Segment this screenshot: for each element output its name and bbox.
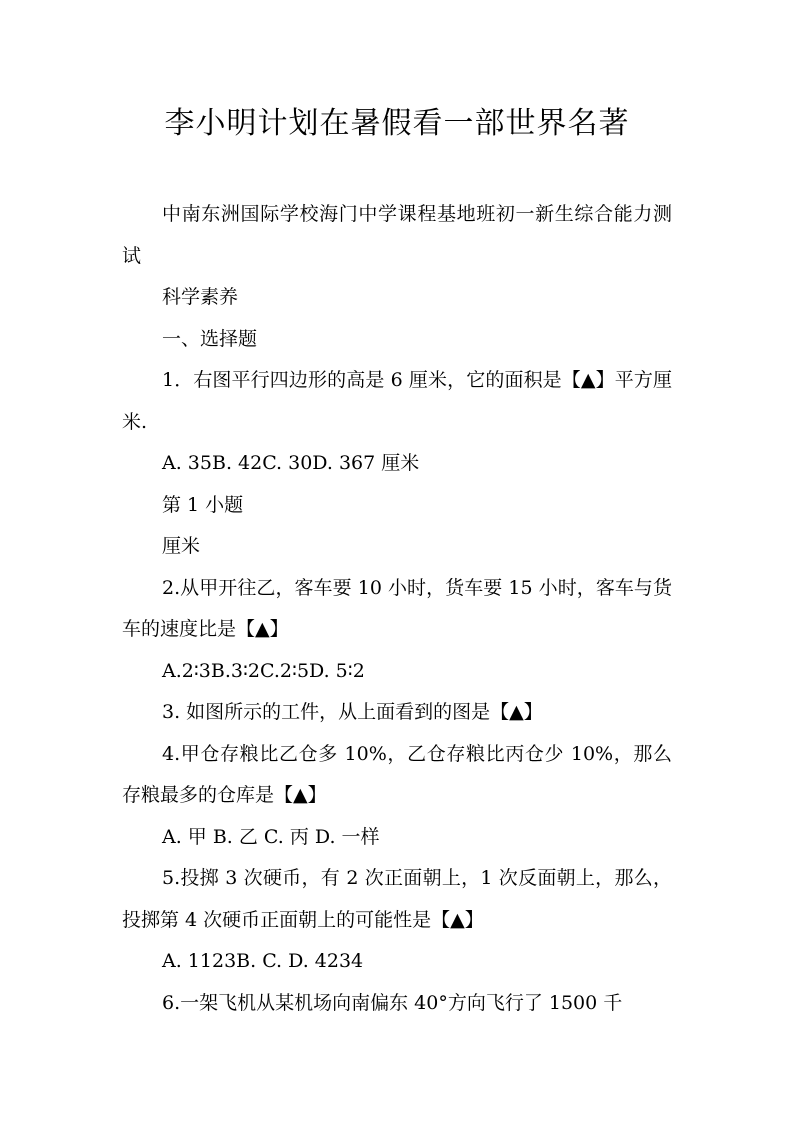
paragraph-unit-1: 厘米 xyxy=(162,535,201,557)
paragraph-question-2: 2.从甲开往乙，客车要 10 小时，货车要 15 小时，客车与货车的速度比是【▲】 xyxy=(122,576,672,640)
paragraph-question-4: 4.甲仓存粮比乙仓多 10%，乙仓存粮比丙仓少 10%，那么存粮最多的仓库是【▲】 xyxy=(122,742,672,806)
paragraph-test-name: 中南东洲国际学校海门中学课程基地班初一新生综合能力测试 xyxy=(122,203,672,267)
paragraph-question-1: 1．右图平行四边形的高是 6 厘米，它的面积是【▲】平方厘米. xyxy=(122,369,672,433)
paragraph-options-2: A.2∶3B.3∶2C.2∶5D. 5∶2 xyxy=(162,659,365,682)
paragraph-question-5: 5.投掷 3 次硬币，有 2 次正面朝上，1 次反面朝上，那么，投掷第 4 次硬币正面朝上的可能性是【▲】 xyxy=(122,867,672,931)
paragraph-section-choice: 一、选择题 xyxy=(162,327,258,350)
document-title: 李小明计划在暑假看一部世界名著 xyxy=(164,106,630,141)
paragraph-figure-caption-1: 第 1 小题 xyxy=(162,493,244,516)
paragraph-question-6: 6.一架飞机从某机场向南偏东 40°方向飞行了 1500 千 xyxy=(162,991,623,1014)
paragraph-section-science: 科学素养 xyxy=(162,286,239,308)
document-body xyxy=(122,194,672,1024)
paragraph-options-1: A. 35B. 42C. 30D. 367 厘米 xyxy=(162,452,420,474)
paragraph-options-5: A. 1123B. C. D. 4234 xyxy=(162,950,364,972)
paragraph-options-4: A. 甲 B. 乙 C. 丙 D. 一样 xyxy=(162,825,380,848)
paragraph-question-3: 3. 如图所示的工件，从上面看到的图是【▲】 xyxy=(162,701,543,723)
